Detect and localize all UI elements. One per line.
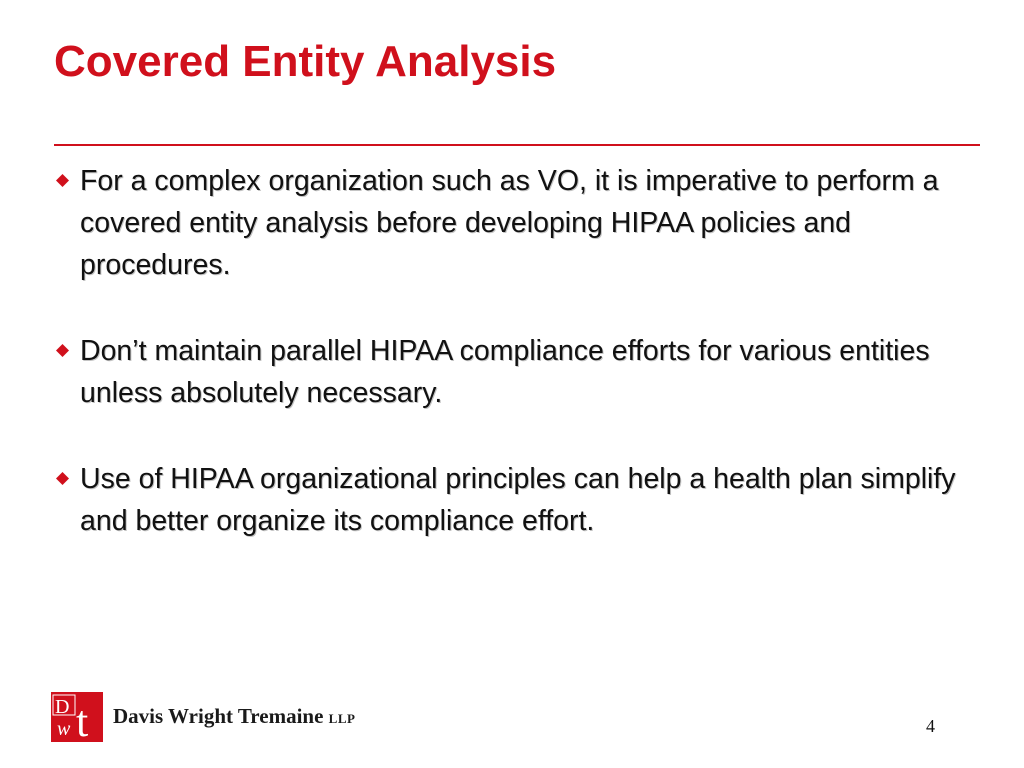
page-number: 4 — [926, 716, 935, 736]
diamond-bullet-icon — [56, 174, 69, 187]
bullet-text: Use of HIPAA organizational principles can help a health plan simplify and better organize its compliance effort. — [80, 463, 956, 537]
bullet-list — [54, 160, 984, 542]
bullet-item — [54, 160, 984, 286]
title-divider — [54, 144, 980, 146]
slide-title: Covered Entity Analysis — [54, 37, 557, 86]
logo-letter-w: w — [57, 718, 71, 740]
diamond-bullet-icon — [56, 472, 69, 485]
bullet-text: Don’t maintain parallel HIPAA compliance efforts for various entities unless absolutely necessary. — [80, 335, 930, 409]
firm-suffix: LLP — [328, 711, 356, 726]
dwt-logo — [51, 692, 103, 742]
logo-letter-t: t — [76, 697, 89, 742]
firm-name — [113, 702, 355, 733]
bullet-item — [54, 330, 984, 414]
diamond-bullet-icon — [56, 344, 69, 357]
bullet-item — [54, 458, 984, 542]
bullet-text: For a complex organization such as VO, it is imperative to perform a covered entity analysis before developing HIPAA policies and procedures. — [80, 165, 939, 281]
logo-letter-d: D — [55, 696, 70, 718]
firm-name-text: Davis Wright Tremaine — [113, 704, 324, 728]
